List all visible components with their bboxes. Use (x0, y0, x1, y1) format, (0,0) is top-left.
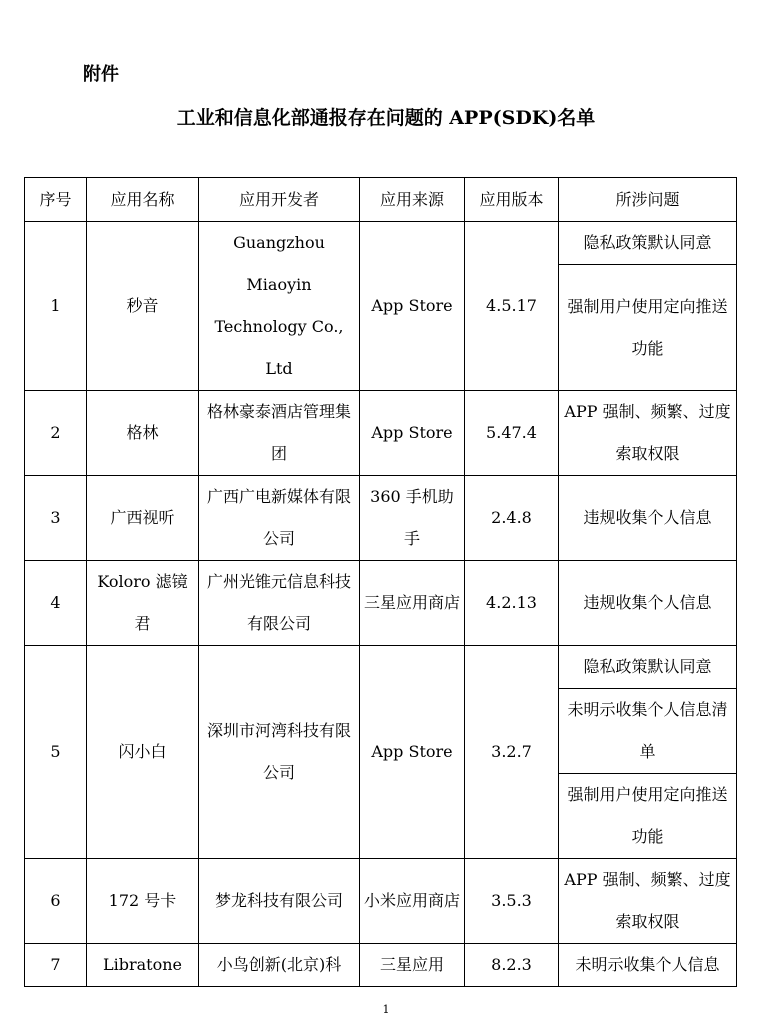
issue: APP 强制、频繁、过度索取权限 (559, 859, 737, 944)
version: 5.47.4 (465, 391, 559, 476)
attachment-label: 附件 (83, 64, 119, 85)
app-name: 秒音 (87, 222, 199, 391)
developer: 广西广电新媒体有限公司 (199, 476, 360, 561)
issue: APP 强制、频繁、过度索取权限 (559, 391, 737, 476)
developer: 小鸟创新(北京)科 (199, 944, 360, 987)
row-number: 2 (25, 391, 87, 476)
issue: 未明示收集个人信息清单 (559, 689, 737, 774)
issue: 强制用户使用定向推送功能 (559, 774, 737, 859)
document-title: 工业和信息化部通报存在问题的 APP(SDK)名单 (176, 107, 596, 129)
version: 8.2.3 (465, 944, 559, 987)
table-row (25, 476, 737, 561)
app-name: Libratone (87, 944, 199, 987)
table-row (25, 646, 737, 689)
row-number: 5 (25, 646, 87, 859)
source: 三星应用商店 (360, 561, 465, 646)
issue: 强制用户使用定向推送功能 (559, 265, 737, 391)
version: 4.5.17 (465, 222, 559, 391)
issue: 违规收集个人信息 (559, 561, 737, 646)
table-header-row (25, 178, 737, 222)
developer: 格林豪泰酒店管理集团 (199, 391, 360, 476)
issue: 违规收集个人信息 (559, 476, 737, 561)
header-cell: 应用名称 (87, 178, 199, 222)
version: 3.2.7 (465, 646, 559, 859)
source: App Store (360, 391, 465, 476)
row-number: 3 (25, 476, 87, 561)
source: App Store (360, 222, 465, 391)
header-cell: 应用开发者 (199, 178, 360, 222)
app-list-table (24, 177, 737, 987)
developer: 深圳市河湾科技有限公司 (199, 646, 360, 859)
page-number: 1 (382, 1003, 390, 1016)
app-name: Koloro 滤镜君 (87, 561, 199, 646)
source: 小米应用商店 (360, 859, 465, 944)
app-name: 闪小白 (87, 646, 199, 859)
header-cell: 所涉问题 (559, 178, 737, 222)
issue: 隐私政策默认同意 (559, 646, 737, 689)
source: 三星应用 (360, 944, 465, 987)
app-name: 广西视听 (87, 476, 199, 561)
version: 2.4.8 (465, 476, 559, 561)
developer: Guangzhou Miaoyin Technology Co., Ltd (199, 222, 360, 391)
app-name: 格林 (87, 391, 199, 476)
table-row (25, 561, 737, 646)
table-row (25, 859, 737, 944)
table-row (25, 222, 737, 265)
version: 4.2.13 (465, 561, 559, 646)
developer: 梦龙科技有限公司 (199, 859, 360, 944)
row-number: 7 (25, 944, 87, 987)
developer: 广州光锥元信息科技有限公司 (199, 561, 360, 646)
row-number: 1 (25, 222, 87, 391)
header-cell: 应用版本 (465, 178, 559, 222)
row-number: 6 (25, 859, 87, 944)
source: 360 手机助手 (360, 476, 465, 561)
table-row (25, 391, 737, 476)
version: 3.5.3 (465, 859, 559, 944)
issue: 未明示收集个人信息 (559, 944, 737, 987)
header-cell: 序号 (25, 178, 87, 222)
table-row (25, 944, 737, 987)
app-name: 172 号卡 (87, 859, 199, 944)
row-number: 4 (25, 561, 87, 646)
source: App Store (360, 646, 465, 859)
issue: 隐私政策默认同意 (559, 222, 737, 265)
header-cell: 应用来源 (360, 178, 465, 222)
